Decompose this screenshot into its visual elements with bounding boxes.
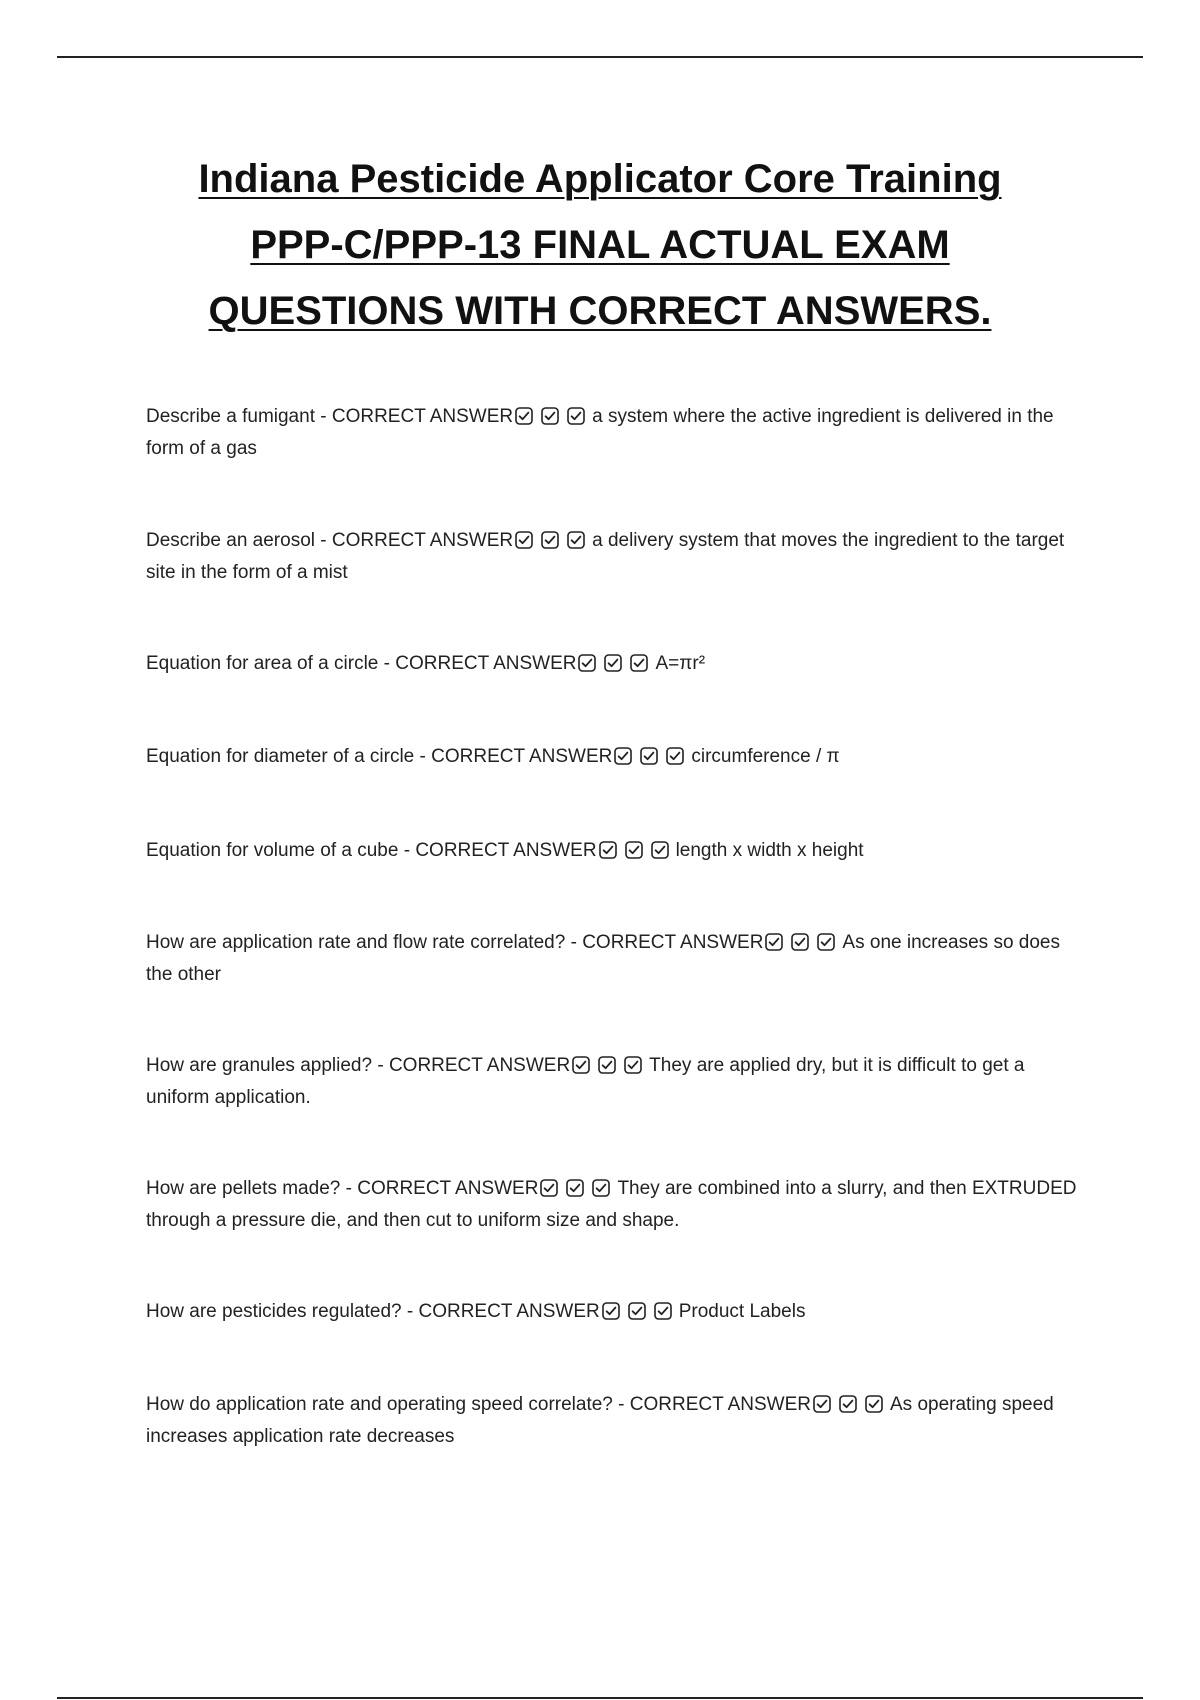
qa-item: How are application rate and flow rate correlated? - CORRECT ANSWER As one increases so does the other — [146, 932, 1060, 985]
ballot-box-with-check-icon — [813, 1395, 831, 1413]
ballot-box-with-check-icon — [765, 933, 783, 951]
title-line-1: Indiana Pesticide Applicator Core Training — [198, 157, 1002, 201]
check-group — [513, 529, 591, 558]
title-line-3: QUESTIONS WITH CORRECT ANSWERS. — [208, 289, 992, 333]
check-group — [513, 405, 591, 434]
ballot-box-with-check-icon — [540, 1179, 558, 1197]
ballot-box-with-check-icon — [640, 747, 658, 765]
answer-marker: CORRECT ANSWER — [582, 932, 764, 953]
ballot-box-with-check-icon — [651, 841, 669, 859]
qa-item: How are granules applied? - CORRECT ANSWER They are applied dry, but it is difficult to get a uniform application. — [146, 1055, 1025, 1108]
ballot-box-with-check-icon — [578, 654, 596, 672]
qa-item: Describe a fumigant - CORRECT ANSWER a system where the active ingredient is delivered in the form of a gas — [146, 406, 1054, 459]
check-group — [597, 839, 675, 868]
qa-item: Equation for area of a circle - CORRECT ANSWER A=πr² — [146, 649, 1086, 681]
qa-question: Equation for diameter of a circle — [146, 746, 415, 767]
ballot-box-with-check-icon — [839, 1395, 857, 1413]
answer-marker: CORRECT ANSWER — [357, 1178, 539, 1199]
qa-item: How are pellets made? - CORRECT ANSWER They are combined into a slurry, and then EXTRUDED through a pressure die, and then cut to uniform size and shape. — [146, 1178, 1077, 1231]
ballot-box-with-check-icon — [817, 933, 835, 951]
ballot-box-with-check-icon — [541, 531, 559, 549]
ballot-box-with-check-icon — [654, 1302, 672, 1320]
answer-marker: CORRECT ANSWER — [331, 406, 514, 427]
check-group — [612, 745, 690, 774]
qa-answer: a delivery system that moves the ingredient to the target site in the form of a mist — [146, 530, 1065, 583]
answer-marker: CORRECT ANSWER — [395, 653, 577, 674]
qa-question: Equation for area of a circle — [146, 653, 379, 674]
ballot-box-with-check-icon — [566, 1179, 584, 1197]
check-group — [763, 931, 841, 960]
ballot-box-with-check-icon — [625, 841, 643, 859]
ballot-box-with-check-icon — [865, 1395, 883, 1413]
check-group — [570, 1054, 648, 1083]
answer-marker: CORRECT ANSWER — [388, 1055, 571, 1076]
qa-question: Describe a fumigant — [146, 406, 315, 427]
ballot-box-with-check-icon — [515, 407, 533, 425]
ballot-box-with-check-icon — [592, 1179, 610, 1197]
title-line-2: PPP-C/PPP-13 FINAL ACTUAL EXAM — [250, 223, 950, 267]
qa-answer: length x width x height — [675, 840, 864, 861]
qa-answer: circumference / π — [691, 746, 840, 767]
check-group — [576, 652, 654, 681]
qa-item: How do application rate and operating speed correlate? - CORRECT ANSWER As operating speed increases application rate decreases — [146, 1394, 1054, 1447]
qa-answer: Product Labels — [678, 1301, 806, 1322]
qa-answer: They are combined into a slurry, and then EXTRUDED through a pressure die, and then cut to uniform size and shape. — [146, 1178, 1077, 1231]
ballot-box-with-check-icon — [599, 841, 617, 859]
ballot-box-with-check-icon — [567, 407, 585, 425]
answer-marker: CORRECT ANSWER — [331, 530, 514, 551]
qa-question: How are application rate and flow rate correlated? — [146, 932, 566, 953]
check-group — [538, 1177, 616, 1206]
ballot-box-with-check-icon — [515, 531, 533, 549]
answer-marker: CORRECT ANSWER — [418, 1301, 600, 1322]
qa-question: Describe an aerosol — [146, 530, 315, 551]
qa-item: How are pesticides regulated? - CORRECT ANSWER Product Labels — [146, 1297, 1086, 1329]
ballot-box-with-check-icon — [541, 407, 559, 425]
qa-answer: They are applied dry, but it is difficult to get a uniform application. — [146, 1055, 1025, 1108]
qa-question: How are pesticides regulated? — [146, 1301, 402, 1322]
answer-marker: CORRECT ANSWER — [629, 1394, 811, 1415]
ballot-box-with-check-icon — [567, 531, 585, 549]
qa-answer: A=πr² — [655, 653, 706, 674]
qa-question: How do application rate and operating speed correlate? — [146, 1394, 613, 1415]
answer-marker: CORRECT ANSWER — [431, 746, 613, 767]
ballot-box-with-check-icon — [602, 1302, 620, 1320]
check-group — [600, 1300, 678, 1329]
qa-item: Equation for diameter of a circle - CORRECT ANSWER circumference / π — [146, 742, 1086, 774]
qa-question: Equation for volume of a cube — [146, 840, 399, 861]
ballot-box-with-check-icon — [572, 1056, 590, 1074]
qa-question: How are granules applied? — [146, 1055, 373, 1076]
ballot-box-with-check-icon — [604, 654, 622, 672]
qa-item: Describe an aerosol - CORRECT ANSWER a delivery system that moves the ingredient to the target site in the form of a mist — [146, 530, 1065, 583]
ballot-box-with-check-icon — [598, 1056, 616, 1074]
ballot-box-with-check-icon — [628, 1302, 646, 1320]
ballot-box-with-check-icon — [624, 1056, 642, 1074]
ballot-box-with-check-icon — [614, 747, 632, 765]
qa-item: Equation for volume of a cube - CORRECT ANSWER length x width x height — [146, 836, 1086, 868]
check-group — [811, 1393, 889, 1422]
ballot-box-with-check-icon — [791, 933, 809, 951]
bottom-rule — [57, 1697, 1143, 1699]
qa-answer: As one increases so does the other — [146, 932, 1060, 985]
ballot-box-with-check-icon — [666, 747, 684, 765]
answer-marker: CORRECT ANSWER — [415, 840, 597, 861]
ballot-box-with-check-icon — [630, 654, 648, 672]
qa-answer: a system where the active ingredient is delivered in the form of a gas — [146, 406, 1054, 459]
qa-question: How are pellets made? — [146, 1178, 341, 1199]
qa-answer: As operating speed increases application rate decreases — [146, 1394, 1054, 1447]
